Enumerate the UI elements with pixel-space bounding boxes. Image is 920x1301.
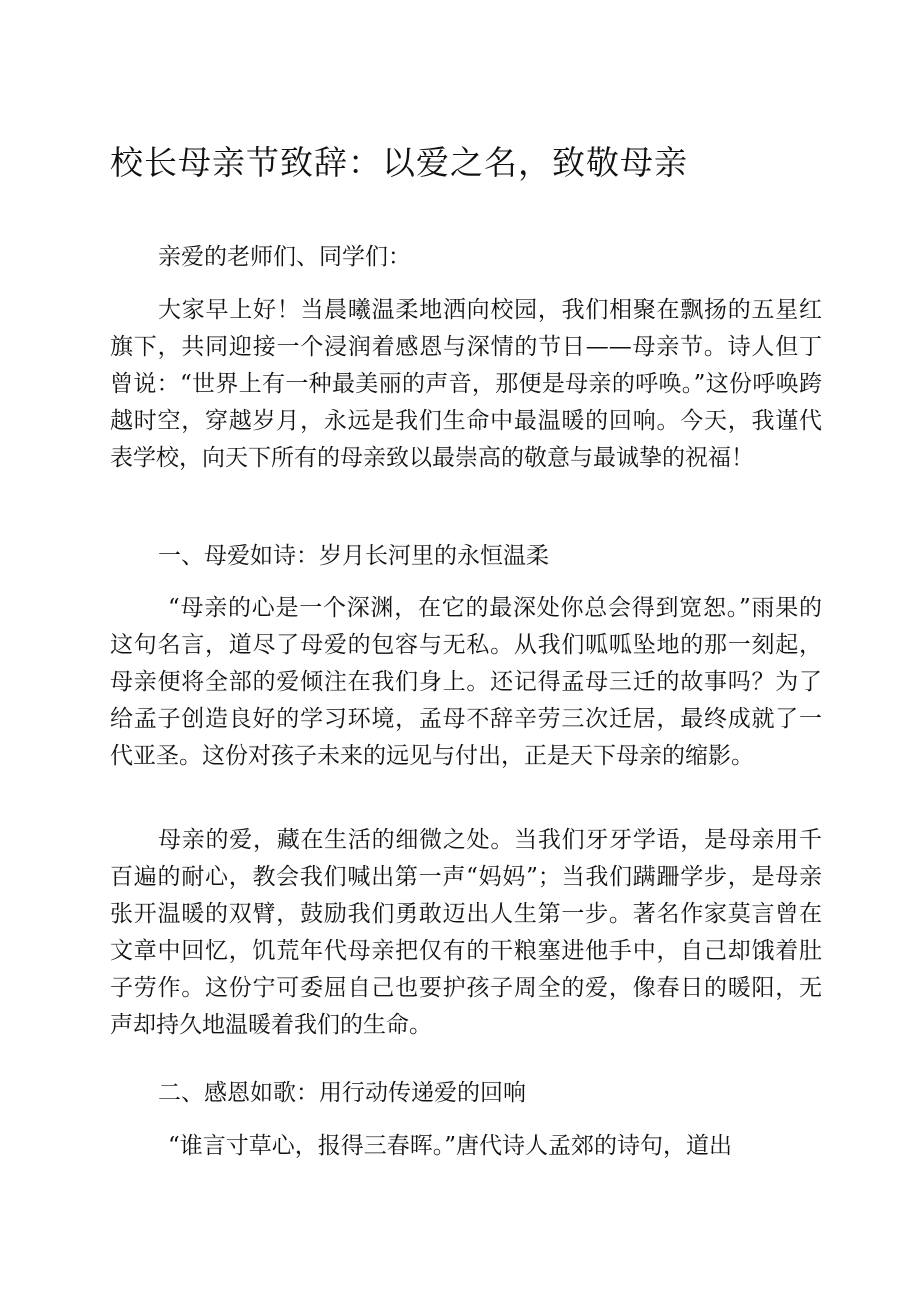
paragraph-section1-1: “母亲的心是一个深渊，在它的最深处你总会得到宽恕。”雨果的这句名言，道尽了母爱的包容与无私。从我们呱呱坠地的那一刻起，母亲便将全部的爱倾注在我们身上。还记得孟母三迁的故事吗？为了给孟子创造良好的学习环境，孟母不辞辛劳三次迁居，最终成就了一代亚圣。这份对孩子未来的远见与付出，正是天下母亲的缩影。 [110, 595, 822, 769]
salutation-block [110, 239, 822, 276]
section-heading-1: 一、母爱如诗：岁月长河里的永恒温柔 [158, 543, 549, 569]
paragraph-section2-1: “谁言寸草心，报得三春晖。”唐代诗人孟郊的诗句，道出 [168, 1133, 733, 1159]
section1-para2-block [110, 822, 822, 1044]
section1-para1-block [110, 590, 822, 775]
document-title: 校长母亲节致辞：以爱之名，致敬母亲 [110, 143, 688, 182]
paragraph-section1-2: 母亲的爱，藏在生活的细微之处。当我们牙牙学语，是母亲用千百遍的耐心，教会我们喊出第一声“妈妈”；当我们蹒跚学步，是母亲张开温暖的双臂，鼓励我们勇敢迈出人生第一步。著名作家莫言曾在文章中回忆，饥荒年代母亲把仅有的干粮塞进他手中，自己却饿着肚子劳作。这份宁可委屈自己也要护孩子周全的爱，像春日的暖阳，无声却持久地温暖着我们的生命。 [110, 827, 822, 1038]
section1-heading-block [110, 538, 822, 575]
section2-heading-block [110, 1075, 822, 1112]
paragraph-intro: 大家早上好！当晨曦温柔地洒向校园，我们相聚在飘扬的五星红旗下，共同迎接一个浸润着感恩与深情的节日——母亲节。诗人但丁曾说：“世界上有一种最美丽的声音，那便是母亲的呼唤。”这份呼唤跨越时空，穿越岁月，永远是我们生命中最温暖的回响。今天，我谨代表学校，向天下所有的母亲致以最崇高的敬意与最诚挚的祝福！ [110, 297, 822, 471]
section2-para1-block [110, 1128, 822, 1165]
salutation: 亲爱的老师们、同学们： [158, 244, 411, 270]
section-heading-2: 二、感恩如歌：用行动传递爱的回响 [158, 1080, 526, 1106]
intro-block [110, 292, 822, 477]
